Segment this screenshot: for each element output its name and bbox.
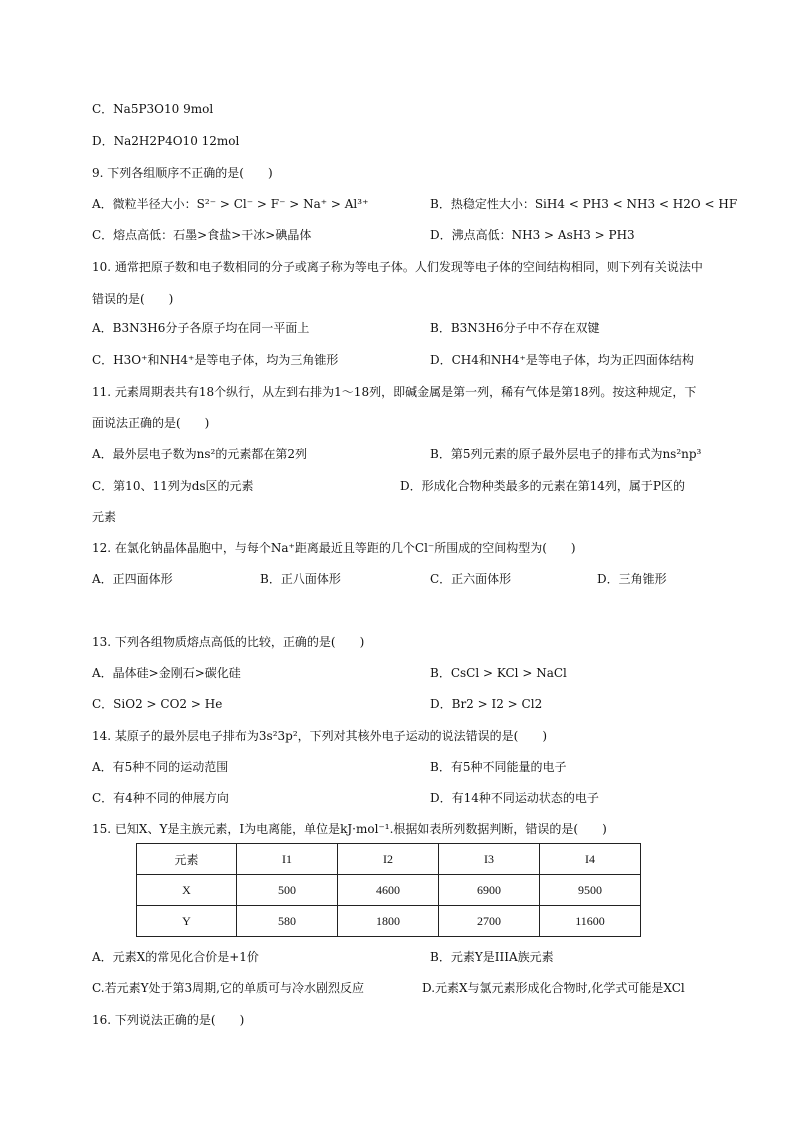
- question-16: 16. 下列说法正确的是( ): [92, 1013, 245, 1027]
- q15-option-c: C.若元素Y处于第3周期,它的单质可与冷水剧烈反应: [92, 981, 364, 995]
- q13-option-b: B．CsCl > KCl > NaCl: [430, 666, 567, 680]
- table-cell: 580: [237, 906, 338, 937]
- q10-option-d: D．CH4和NH4⁺是等电子体，均为正四面体结构: [430, 353, 694, 367]
- q9-option-a: A．微粒半径大小：S²⁻ > Cl⁻ > F⁻ > Na⁺ > Al³⁺: [92, 197, 369, 211]
- q11-option-c: C．第10、11列为ds区的元素: [92, 479, 254, 493]
- question-10-line2: 错误的是( ): [92, 292, 174, 306]
- q12-option-d: D．三角锥形: [597, 572, 667, 586]
- table-header-row: [137, 844, 641, 875]
- q9-option-c: C．熔点高低：石墨>食盐>干冰>碘晶体: [92, 228, 312, 242]
- table-cell: 4600: [338, 875, 439, 906]
- q14-option-a: A．有5种不同的运动范围: [92, 760, 229, 774]
- table-cell: 9500: [540, 875, 641, 906]
- q9-option-b: B．热稳定性大小：SiH4 < PH3 < NH3 < H2O < HF: [430, 197, 738, 211]
- q11-option-d-cont: 元素: [92, 510, 117, 524]
- question-13: 13. 下列各组物质熔点高低的比较，正确的是( ): [92, 635, 365, 649]
- q12-option-c: C．正六面体形: [430, 572, 512, 586]
- q12-option-a: A．正四面体形: [92, 572, 173, 586]
- table-cell: 6900: [439, 875, 540, 906]
- question-11-line2: 面说法正确的是( ): [92, 416, 210, 430]
- q14-option-d: D．有14种不同运动状态的电子: [430, 791, 599, 805]
- table-cell: 11600: [540, 906, 641, 937]
- q15-option-a: A．元素X的常见化合价是+1价: [92, 950, 259, 964]
- question-10-line1: 10. 通常把原子数和电子数相同的分子或离子称为等电子体。人们发现等电子体的空间结构相同，则下列有关说法中: [92, 260, 703, 274]
- table-header-cell: I4: [540, 844, 641, 875]
- q12-option-b: B．正八面体形: [260, 572, 341, 586]
- question-12: 12. 在氯化钠晶体晶胞中，与每个Na⁺距离最近且等距的几个Cl⁻所围成的空间构型为( ): [92, 541, 576, 555]
- table-cell: 2700: [439, 906, 540, 937]
- table-row: [137, 875, 641, 906]
- table-cell: 500: [237, 875, 338, 906]
- table-cell: X: [137, 875, 237, 906]
- q15-option-d: D.元素X与氯元素形成化合物时,化学式可能是XCl: [422, 981, 685, 995]
- question-15: 15. 已知X、Y是主族元素，I为电离能，单位是kJ·mol⁻¹.根据如表所列数据判断，错误的是( ): [92, 822, 607, 836]
- question-11-line1: 11. 元素周期表共有18个纵行，从左到右排为1～18列，即碱金属是第一列，稀有气体是第18列。按这种规定，下: [92, 385, 697, 399]
- q10-option-c: C．H3O⁺和NH4⁺是等电子体，均为三角锥形: [92, 353, 339, 367]
- table-header-cell: I2: [338, 844, 439, 875]
- option-d-line: D．Na2H2P4O10 12mol: [92, 134, 240, 148]
- table-header-cell: I3: [439, 844, 540, 875]
- q11-option-d: D．形成化合物种类最多的元素在第14列，属于P区的: [400, 479, 685, 493]
- q10-option-b: B．B3N3H6分子中不存在双键: [430, 321, 600, 335]
- table-cell: Y: [137, 906, 237, 937]
- q13-option-c: C．SiO2 > CO2 > He: [92, 697, 223, 711]
- table-header-cell: 元素: [137, 844, 237, 875]
- q15-option-b: B．元素Y是IIIA族元素: [430, 950, 554, 964]
- question-14: 14. 某原子的最外层电子排布为3s²3p²，下列对其核外电子运动的说法错误的是( ): [92, 729, 547, 743]
- q10-option-a: A．B3N3H6分子各原子均在同一平面上: [92, 321, 310, 335]
- ionization-energy-table: [136, 843, 641, 937]
- question-9: 9. 下列各组顺序不正确的是( ): [92, 166, 273, 180]
- option-c-line: C．Na5P3O10 9mol: [92, 102, 214, 116]
- q11-option-b: B．第5列元素的原子最外层电子的排布式为ns²np³: [430, 447, 702, 461]
- q9-option-d: D．沸点高低：NH3 > AsH3 > PH3: [430, 228, 635, 242]
- table-cell: 1800: [338, 906, 439, 937]
- table-header-cell: I1: [237, 844, 338, 875]
- table-row: [137, 906, 641, 937]
- q11-option-a: A．最外层电子数为ns²的元素都在第2列: [92, 447, 307, 461]
- q14-option-c: C．有4种不同的伸展方向: [92, 791, 229, 805]
- q13-option-d: D．Br2 > I2 > Cl2: [430, 697, 543, 711]
- q14-option-b: B．有5种不同能量的电子: [430, 760, 567, 774]
- q13-option-a: A．晶体硅>金刚石>碳化硅: [92, 666, 241, 680]
